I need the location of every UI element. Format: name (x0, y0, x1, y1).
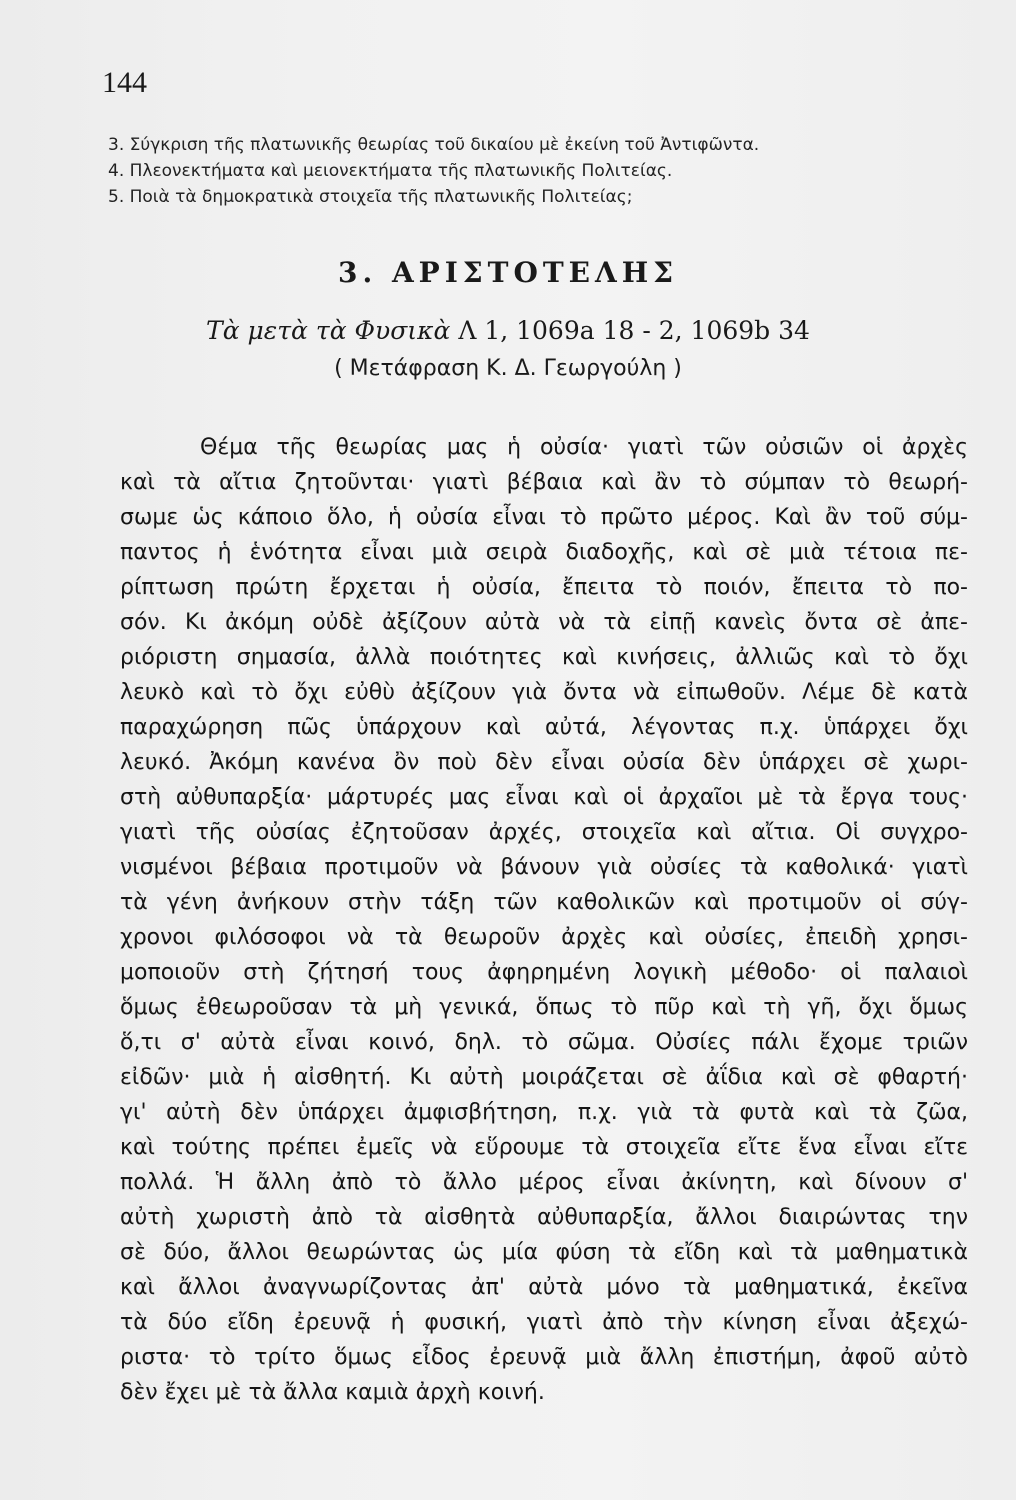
text-line: εἰδῶν· μιὰ ἡ αἰσθητή. Κι αὐτὴ μοιράζεται σὲ ἀΐδια καὶ σὲ φθαρτή· (120, 1065, 968, 1090)
question-3: 3. Σύγκριση τῆς πλατωνικῆς θεωρίας τοῦ δικαίου μὲ ἐκείνη τοῦ Ἀντιφῶντα. (108, 135, 760, 155)
text-line: γι' αὐτὴ δὲν ὑπάρχει ἀμφισβήτηση, π.χ. γιὰ τὰ φυτὰ καὶ τὰ ζῶα, (120, 1100, 968, 1125)
text-line: ριστα· τὸ τρίτο ὅμως εἶδος ἐρευνᾷ μιὰ ἄλλη ἐπιστήμη, ἀφοῦ αὐτὸ (120, 1345, 968, 1370)
text-line: γιατὶ τῆς οὐσίας ἐζητοῦσαν ἀρχές, στοιχεῖα καὶ αἴτια. Οἱ συγχρο- (120, 820, 968, 845)
text-line: τὰ δύο εἴδη ἐρευνᾷ ἡ φυσική, γιατὶ ἀπὸ τὴν κίνηση εἶναι ἀξεχώ- (120, 1310, 968, 1335)
text-line: καὶ τὰ αἴτια ζητοῦνται· γιατὶ βέβαια καὶ ἂν τὸ σύμπαν τὸ θεωρή- (120, 470, 968, 495)
text-line: καὶ τούτης πρέπει ἐμεῖς νὰ εὕρουμε τὰ στοιχεῖα εἴτε ἕνα εἶναι εἴτε (120, 1135, 968, 1160)
text-line: λευκό. Ἀκόμη κανένα ὂν ποὺ δὲν εἶναι οὐσία δὲν ὑπάρχει σὲ χωρι- (120, 750, 968, 775)
text-line: Θέμα τῆς θεωρίας μας ἡ οὐσία· γιατὶ τῶν οὐσιῶν οἱ ἀρχὲς (200, 435, 968, 460)
text-line: ρίπτωση πρώτη ἔρχεται ἡ οὐσία, ἔπειτα τὸ ποιόν, ἔπειτα τὸ πο- (120, 575, 968, 600)
translator-credit: ( Μετάφραση Κ. Δ. Γεωργούλη ) (334, 356, 682, 381)
review-questions (108, 132, 968, 210)
text-line: νισμένοι βέβαια προτιμοῦν νὰ βάνουν γιὰ οὐσίες τὰ καθολικά· γιατὶ (120, 855, 968, 880)
text-line: ὅμως ἐθεωροῦσαν τὰ μὴ γενικά, ὅπως τὸ πῦρ καὶ τὴ γῆ, ὄχι ὅμως (120, 995, 968, 1020)
page-number: 144 (102, 66, 147, 99)
text-line: τὰ γένη ἀνήκουν στὴν τάξη τῶν καθολικῶν καὶ προτιμοῦν οἱ σύγ- (120, 890, 968, 915)
text-line: πολλά. Ἡ ἄλλη ἀπὸ τὸ ἄλλο μέρος εἶναι ἀκίνητη, καὶ δίνουν σ' (120, 1170, 968, 1195)
body-text (120, 430, 968, 1410)
text-line: ριόριστη σημασία, ἀλλὰ ποιότητες καὶ κινήσεις, ἀλλιῶς καὶ τὸ ὄχι (120, 645, 968, 670)
text-line: δὲν ἔχει μὲ τὰ ἄλλα καμιὰ ἀρχὴ κοινή. (120, 1380, 545, 1405)
text-line: παραχώρηση πῶς ὑπάρχουν καὶ αὐτά, λέγοντας π.χ. ὑπάρχει ὄχι (120, 715, 968, 740)
work-title: Τὰ μετὰ τὰ Φυσικὰ (206, 316, 451, 345)
text-line: μοποιοῦν στὴ ζήτησή τους ἀφηρημένη λογικὴ μέθοδο· οἱ παλαιοὶ (120, 960, 968, 985)
work-reference (0, 316, 1016, 345)
work-citation: Λ 1, 1069a 18 - 2, 1069b 34 (450, 316, 810, 345)
text-line: σὲ δύο, ἄλλοι θεωρώντας ὡς μία φύση τὰ εἴδη καὶ τὰ μαθηματικὰ (120, 1240, 968, 1265)
text-line: παντος ἡ ἑνότητα εἶναι μιὰ σειρὰ διαδοχῆς, καὶ σὲ μιὰ τέτοια πε- (120, 540, 968, 565)
section-heading: 3. ΑΡΙΣΤΟΤΕΛΗΣ (337, 256, 679, 289)
question-5: 5. Ποιὰ τὰ δημοκρατικὰ στοιχεῖα τῆς πλατωνικῆς Πολιτείας; (108, 187, 633, 207)
text-line: λευκὸ καὶ τὸ ὄχι εὐθὺ ἀξίζουν γιὰ ὄντα νὰ εἰπωθοῦν. Λέμε δὲ κατὰ (120, 680, 968, 705)
text-line: καὶ ἄλλοι ἀναγνωρίζοντας ἀπ' αὐτὰ μόνο τὰ μαθηματικά, ἐκεῖνα (120, 1275, 968, 1300)
text-line: ὅ,τι σ' αὐτὰ εἶναι κοινό, δηλ. τὸ σῶμα. Οὐσίες πάλι ἔχομε τριῶν (120, 1030, 968, 1055)
text-line: σωμε ὡς κάποιο ὅλο, ἡ οὐσία εἶναι τὸ πρῶτο μέρος. Καὶ ἂν τοῦ σύμ- (120, 505, 968, 530)
text-line: αὐτὴ χωριστὴ ἀπὸ τὰ αἰσθητὰ αὐθυπαρξία, ἄλλοι διαιρώντας την (120, 1205, 968, 1230)
question-4: 4. Πλεονεκτήματα καὶ μειονεκτήματα τῆς πλατωνικῆς Πολιτείας. (108, 161, 673, 181)
text-line: στὴ αὐθυπαρξία· μάρτυρές μας εἶναι καὶ οἱ ἀρχαῖοι μὲ τὰ ἔργα τους· (120, 785, 968, 810)
text-line: σόν. Κι ἀκόμη οὐδὲ ἀξίζουν αὐτὰ νὰ τὰ εἰπῇ κανεὶς ὄντα σὲ ἀπε- (120, 610, 968, 635)
text-line: χρονοι φιλόσοφοι νὰ τὰ θεωροῦν ἀρχὲς καὶ οὐσίες, ἐπειδὴ χρησι- (120, 925, 968, 950)
